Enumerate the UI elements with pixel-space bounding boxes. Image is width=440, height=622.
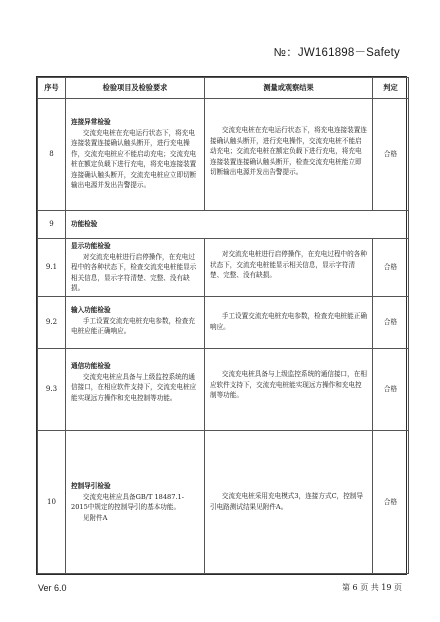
verdict-cell: 合格: [373, 99, 409, 211]
row-number: 9: [38, 211, 66, 239]
item-result: 手工设置交流充电桩充电参数，检查充电桩能正确响应。: [210, 312, 367, 331]
verdict-cell: 合格: [373, 239, 409, 297]
result-cell: [205, 431, 373, 574]
row-number: 10: [38, 431, 66, 574]
item-requirement: 交流充电桩应具备GB/T 18487.1-2015中规定的控制导引的基本功能。: [71, 492, 184, 511]
section-title-cell: [66, 211, 409, 239]
table-row: [38, 99, 409, 211]
item-result: 对交流充电桩进行启停操作，在充电过程中的各种状态下，交流充电桩能显示相关信息，显示字符清楚、完整、没有缺损。: [210, 250, 367, 279]
item-result: 交流充电桩采用充电模式3，连接方式C，控制导引电路测试结果见附件A。: [210, 492, 363, 511]
report-number: №：JW161898－Safety: [273, 47, 400, 59]
verdict-cell: 合格: [373, 349, 409, 431]
section-title: 功能检验: [71, 220, 98, 229]
row-number: 8: [38, 99, 66, 211]
row-number: 9.1: [38, 239, 66, 297]
header-item-requirement: 检验项目及检验要求: [66, 78, 205, 99]
item-title: 显示功能检验: [71, 242, 111, 250]
item-title: 通信功能检验: [71, 362, 111, 370]
result-cell: [205, 349, 373, 431]
verdict-cell: 合格: [373, 297, 409, 349]
inspection-table-frame: [36, 76, 407, 575]
table-row: [38, 297, 409, 349]
item-result: 交流充电桩在充电运行状态下，将充电连接装置连接确认触头断开，进行充电操作，交流充电桩不能启动充电；交流充电桩在额定负载下进行充电，将充电连接装置连接确认触头断开，检查交流充电桩能立即切断输出电源并发出告警提示。: [210, 126, 367, 176]
item-requirement-note: 见附件A: [82, 513, 108, 522]
header-verdict: 判定: [373, 78, 409, 99]
table-row: [38, 211, 409, 239]
result-cell: [205, 297, 373, 349]
inspection-table: [37, 77, 409, 574]
item-title: 控制导引检验: [71, 482, 111, 490]
result-cell: [205, 239, 373, 297]
item-requirement: 手工设置交流充电桩充电参数，检查充电桩应能正确响应。: [71, 316, 195, 335]
requirement-cell: [66, 99, 205, 211]
item-requirement: 交流充电桩应具备与上级监控系统的通信接口，在相应软件支持下，交流充电桩应能实现远方操作和充电控制等功能。: [71, 372, 197, 402]
item-requirement: 对交流充电桩进行启停操作，在充电过程中的各种状态下，检查交流充电桩能显示相关信息，显示字符清楚、完整、没有缺损。: [71, 252, 197, 292]
header-result: 测量或观察结果: [205, 78, 373, 99]
item-result: 交流充电桩具备与上级监控系统的通信接口，在相应软件支持下，交流充电桩能实现远方操作和充电控制等功能。: [210, 370, 367, 399]
verdict-cell: 合格: [373, 431, 409, 574]
item-requirement: 交流充电桩在充电运行状态下，将充电连接装置连接确认触头断开，进行充电操作，交流充电桩应不能启动充电；交流充电桩在额定负载下进行充电，将充电连接装置连接确认触头断开，交流充电桩应立即切断输出电源并发出告警提示。: [71, 128, 197, 189]
version-label: Ver 6.0: [38, 583, 67, 593]
requirement-cell: [66, 297, 205, 349]
item-title: 输入功能检验: [71, 306, 111, 314]
table-row: [38, 431, 409, 574]
result-cell: [205, 99, 373, 211]
requirement-cell: [66, 431, 205, 574]
row-number: 9.3: [38, 349, 66, 431]
requirement-cell: [66, 349, 205, 431]
page-indicator: 第 6 页 共 19 页: [342, 583, 402, 592]
header-serial-no: 序号: [38, 78, 66, 99]
table-row: [38, 239, 409, 297]
table-header-row: [38, 78, 409, 99]
row-number: 9.2: [38, 297, 66, 349]
table-row: [38, 349, 409, 431]
item-title: 连接异常检验: [71, 118, 111, 126]
requirement-cell: [66, 239, 205, 297]
